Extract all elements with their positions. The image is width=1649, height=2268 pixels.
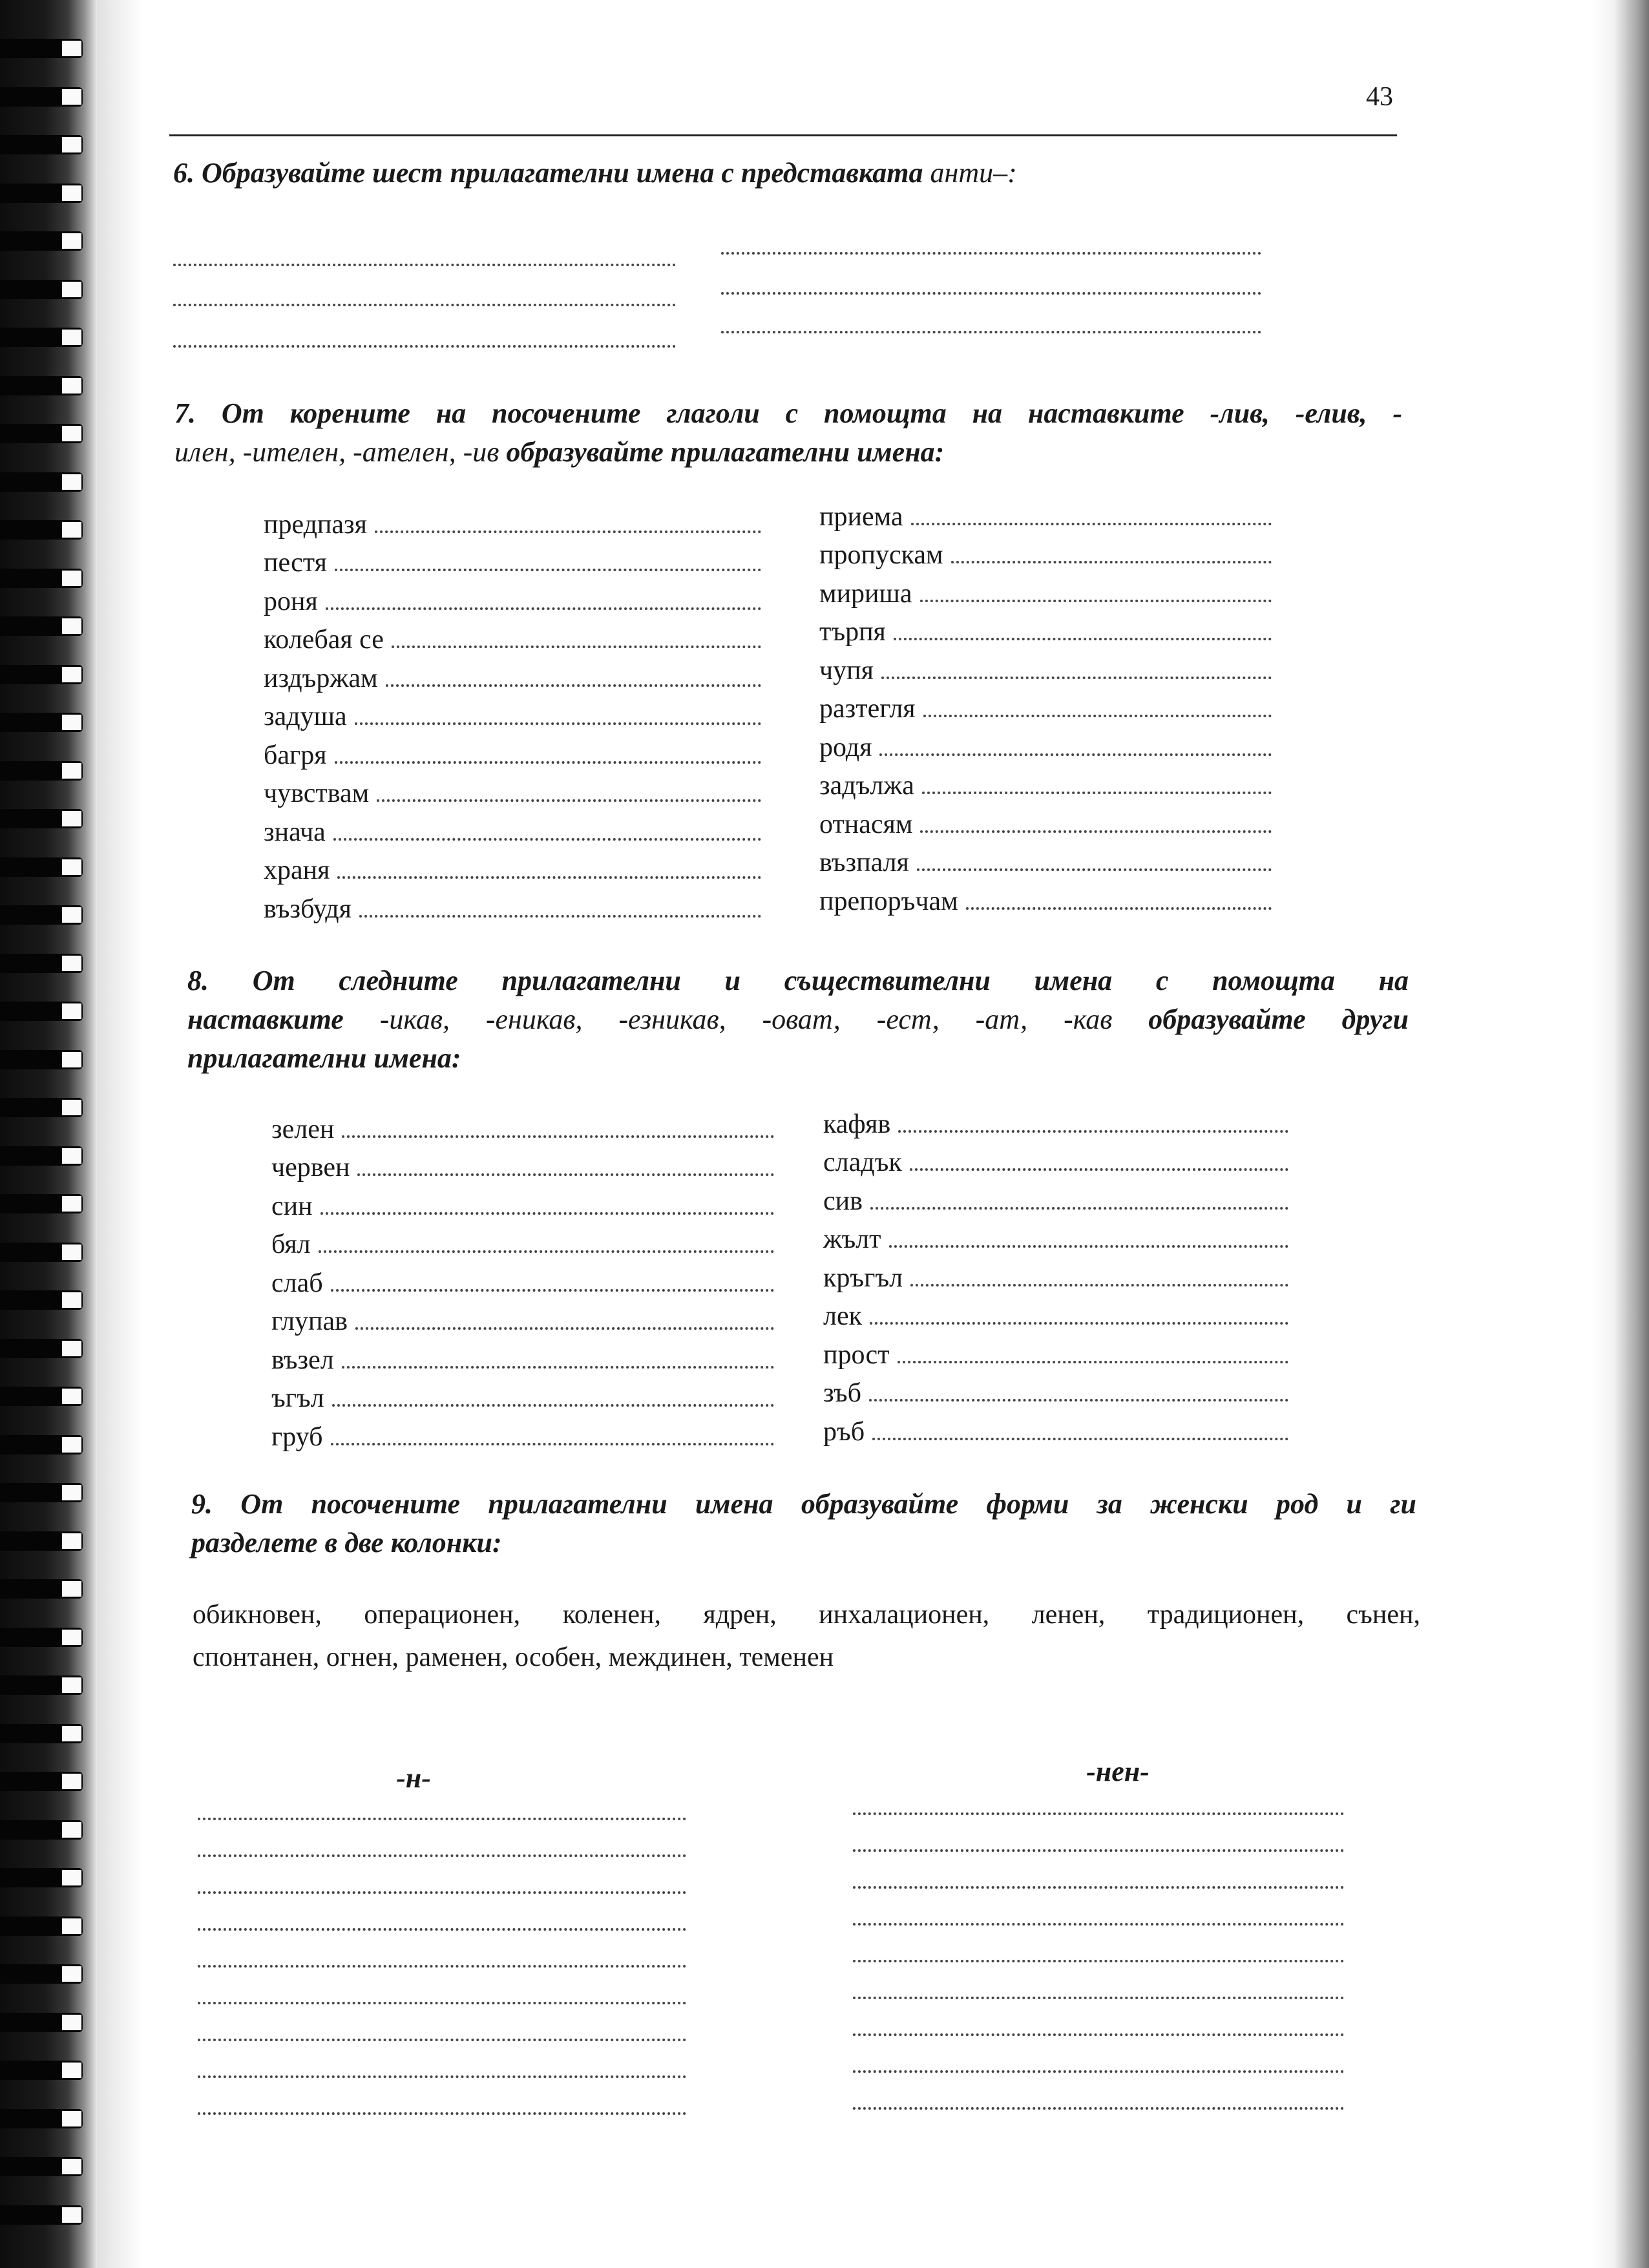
answer-line[interactable] xyxy=(319,1250,774,1253)
exercise-7-text-line2: образувайте прилагателни имена: xyxy=(506,436,945,468)
word-row xyxy=(823,1256,1288,1295)
word-label: син xyxy=(271,1191,313,1221)
word-row xyxy=(819,495,1272,534)
answer-line[interactable] xyxy=(337,876,761,879)
answer-line[interactable] xyxy=(966,907,1272,910)
word-label: приема xyxy=(819,501,903,532)
binding-ring xyxy=(0,2109,83,2128)
word-label: възбудя xyxy=(264,894,352,924)
binding-ring xyxy=(0,231,83,251)
word-row xyxy=(819,841,1272,880)
exercise-8-right-column xyxy=(823,1102,1288,1449)
word-label: пропускам xyxy=(819,540,943,570)
word-label: глупав xyxy=(271,1307,348,1336)
word-label: знача xyxy=(264,817,326,847)
word-label: предпазя xyxy=(264,509,367,540)
exercise-8-line3 xyxy=(187,1039,1409,1078)
word-label: лек xyxy=(823,1301,863,1331)
word-row xyxy=(819,649,1272,688)
word-row xyxy=(264,503,761,541)
word-label: прост xyxy=(823,1339,890,1370)
word-label: мириша xyxy=(819,578,912,609)
answer-line[interactable] xyxy=(894,638,1272,640)
binding-ring xyxy=(0,1483,83,1502)
answer-line[interactable] xyxy=(881,677,1272,679)
word-label: задуша xyxy=(264,702,347,731)
word-label: сив xyxy=(823,1186,863,1216)
word-row xyxy=(819,726,1272,764)
exercise-9-words-line1: обикновен, операционен, коленен, ядрен, инхалационен, ленен, традиционен, сънен, xyxy=(193,1600,1420,1630)
binding-ring xyxy=(0,1820,83,1840)
answer-line[interactable] xyxy=(173,304,676,306)
word-row xyxy=(271,1377,774,1416)
answer-line[interactable] xyxy=(911,523,1272,525)
answer-line[interactable] xyxy=(332,1404,774,1407)
word-row xyxy=(271,1261,774,1300)
answer-line[interactable] xyxy=(853,2036,1344,2073)
exercise-6-prefix: анти–: xyxy=(930,157,1017,189)
binding-ring xyxy=(0,135,83,154)
word-row xyxy=(823,1218,1288,1257)
answer-line[interactable] xyxy=(198,2041,686,2078)
answer-line[interactable] xyxy=(917,868,1272,871)
binding-ring xyxy=(0,2061,83,2080)
binding-ring xyxy=(0,569,83,588)
binding-ring xyxy=(0,905,83,925)
word-label: възел xyxy=(271,1345,334,1375)
binding-ring xyxy=(0,857,83,877)
word-row xyxy=(823,1410,1288,1449)
word-row xyxy=(264,887,761,926)
answer-line[interactable] xyxy=(920,600,1272,602)
exercise-6-text: Образувайте шест прилагателни имена с представката xyxy=(202,157,923,189)
word-label: възпаля xyxy=(819,848,909,877)
answer-line[interactable] xyxy=(920,830,1272,833)
binding-ring xyxy=(0,954,83,973)
binding-ring xyxy=(0,1868,83,1887)
binding-ring xyxy=(0,1675,83,1695)
binding-ring xyxy=(0,809,83,828)
exercise-6-number: 6. xyxy=(173,157,194,189)
answer-line[interactable] xyxy=(342,1366,774,1369)
word-label: груб xyxy=(271,1422,323,1452)
page-number: 43 xyxy=(1366,82,1393,112)
answer-line[interactable] xyxy=(198,1931,686,1968)
answer-line[interactable] xyxy=(198,1857,686,1894)
answer-line[interactable] xyxy=(721,292,1261,295)
exercise-9-left-lines xyxy=(198,1783,686,2115)
answer-line[interactable] xyxy=(335,761,761,764)
word-row xyxy=(819,611,1272,649)
header-rule xyxy=(169,134,1397,136)
word-label: отнасям xyxy=(819,809,913,839)
exercise-7-suffixes: илен, -ителен, -ателен, -ив xyxy=(174,436,499,468)
exercise-8-suffixes: -икав, -еникав, -езникав, -оват, -ест, -ат, -кав xyxy=(379,1003,1113,1035)
word-label: сладък xyxy=(823,1148,902,1177)
answer-line[interactable] xyxy=(331,1289,774,1292)
word-row xyxy=(264,733,761,772)
answer-line[interactable] xyxy=(198,1783,686,1820)
binding-ring xyxy=(0,713,83,732)
answer-line[interactable] xyxy=(333,838,761,841)
word-label: червен xyxy=(271,1153,350,1182)
answer-line[interactable] xyxy=(198,2004,686,2041)
word-row xyxy=(819,534,1272,572)
word-label: багря xyxy=(264,740,327,770)
word-label: издържам xyxy=(264,663,378,693)
exercise-7-line1 xyxy=(174,394,1402,433)
word-label: кръгъл xyxy=(823,1263,903,1293)
column-heading-nen: -нен- xyxy=(1086,1756,1150,1787)
binding-ring xyxy=(0,1146,83,1166)
answer-line[interactable] xyxy=(910,1284,1288,1286)
answer-line[interactable] xyxy=(853,1926,1344,1962)
answer-line[interactable] xyxy=(853,1889,1344,1926)
answer-line[interactable] xyxy=(198,1894,686,1931)
exercise-9-words xyxy=(193,1593,1420,1679)
binding-ring xyxy=(0,87,83,107)
binding-ring xyxy=(0,1243,83,1262)
answer-line[interactable] xyxy=(355,722,761,725)
exercise-9-text-line1: От посочените прилагателни имена образувайте форми за женски род и ги xyxy=(240,1488,1417,1520)
binding-ring xyxy=(0,1724,83,1743)
answer-line[interactable] xyxy=(922,792,1272,794)
binding-ring xyxy=(0,2205,83,2225)
word-row xyxy=(819,764,1272,803)
word-label: кафяв xyxy=(823,1109,891,1139)
binding-ring xyxy=(0,761,83,781)
answer-line[interactable] xyxy=(853,1852,1344,1889)
answer-line[interactable] xyxy=(889,1245,1289,1248)
answer-line[interactable] xyxy=(869,1399,1288,1402)
exercise-8-left-column xyxy=(271,1108,774,1454)
binding-ring xyxy=(0,1628,83,1647)
word-row xyxy=(823,1372,1288,1411)
answer-line[interactable] xyxy=(721,331,1261,333)
exercise-6-heading xyxy=(173,154,1207,193)
exercise-8-line2 xyxy=(187,1000,1409,1039)
answer-line[interactable] xyxy=(357,1173,774,1176)
answer-line[interactable] xyxy=(326,607,761,610)
word-row xyxy=(823,1295,1288,1334)
binding-ring xyxy=(0,520,83,540)
word-row xyxy=(264,849,761,888)
word-row xyxy=(271,1146,774,1185)
answer-line[interactable] xyxy=(342,1135,774,1138)
answer-line[interactable] xyxy=(853,1999,1344,2036)
word-row xyxy=(823,1141,1288,1180)
page-edge-shadow xyxy=(1591,0,1649,2268)
word-label: бял xyxy=(271,1230,311,1259)
exercise-8-text-line2a: наставките xyxy=(187,1003,344,1035)
exercise-9-text-line2: разделете в две колонки: xyxy=(191,1527,502,1559)
answer-line[interactable] xyxy=(359,915,761,918)
answer-line[interactable] xyxy=(870,1207,1288,1210)
exercise-8-text-line1: От следните прилагателни и съществителни имена с помощта на xyxy=(252,965,1409,996)
word-label: търпя xyxy=(819,617,886,647)
word-row xyxy=(819,879,1272,918)
answer-line[interactable] xyxy=(331,1443,775,1445)
exercise-8-number: 8. xyxy=(187,965,209,996)
word-row xyxy=(819,803,1272,841)
binding-ring xyxy=(0,1579,83,1599)
word-label: ръб xyxy=(823,1416,865,1447)
exercise-9-line2 xyxy=(191,1524,1416,1562)
word-row xyxy=(271,1300,774,1339)
answer-line[interactable] xyxy=(870,1322,1288,1325)
answer-line[interactable] xyxy=(910,1168,1288,1171)
word-label: пестя xyxy=(264,548,327,578)
exercise-9-right-lines xyxy=(853,1778,1344,2110)
answer-line[interactable] xyxy=(853,1962,1344,1999)
binding-ring xyxy=(0,472,83,492)
word-label: препоръчам xyxy=(819,886,958,916)
exercise-9-number: 9. xyxy=(191,1488,213,1520)
exercise-7-right-column xyxy=(819,495,1272,918)
binding-ring xyxy=(0,424,83,443)
answer-line[interactable] xyxy=(879,753,1272,756)
word-row xyxy=(264,656,761,695)
answer-line[interactable] xyxy=(721,252,1261,255)
binding-ring xyxy=(0,184,83,203)
word-row xyxy=(271,1415,774,1454)
word-label: храня xyxy=(264,856,330,885)
word-label: слаб xyxy=(271,1268,323,1298)
binding-ring xyxy=(0,1339,83,1358)
binding-ring xyxy=(0,1772,83,1791)
word-label: родя xyxy=(819,732,872,762)
word-row xyxy=(264,772,761,811)
word-row xyxy=(264,810,761,849)
answer-line[interactable] xyxy=(320,1212,774,1215)
exercise-7-number: 7. xyxy=(174,397,196,429)
word-label: зелен xyxy=(271,1114,335,1144)
word-row xyxy=(264,618,761,657)
binding-ring xyxy=(0,376,83,395)
answer-line[interactable] xyxy=(853,2073,1344,2110)
word-row xyxy=(271,1108,774,1146)
binding-ring xyxy=(0,665,83,684)
answer-line[interactable] xyxy=(923,715,1272,717)
binding-ring xyxy=(0,2157,83,2176)
word-row xyxy=(264,580,761,618)
answer-line[interactable] xyxy=(872,1438,1288,1440)
exercise-7-line2 xyxy=(174,433,1402,472)
page-shadow xyxy=(97,0,142,2268)
answer-line[interactable] xyxy=(198,2078,686,2115)
answer-line[interactable] xyxy=(853,1815,1344,1852)
answer-line[interactable] xyxy=(853,1778,1344,1815)
exercise-8-line1 xyxy=(187,961,1409,1000)
word-row xyxy=(271,1338,774,1377)
binding-ring xyxy=(0,1290,83,1310)
word-row xyxy=(819,572,1272,611)
exercise-8-text-line3: прилагателни имена: xyxy=(187,1042,461,1074)
answer-line[interactable] xyxy=(951,561,1272,563)
answer-line[interactable] xyxy=(377,799,761,802)
word-row xyxy=(823,1333,1288,1372)
binding-ring xyxy=(0,1050,83,1069)
word-row xyxy=(271,1223,774,1262)
binding-ring xyxy=(0,1002,83,1021)
binding-ring xyxy=(0,1194,83,1213)
answer-line[interactable] xyxy=(392,646,761,648)
word-row xyxy=(823,1102,1288,1141)
word-label: разтегля xyxy=(819,694,916,724)
exercise-9-words-line2: спонтанен, огнен, раменен, особен, междинен, теменен xyxy=(193,1643,834,1672)
word-row xyxy=(264,541,761,580)
binding-ring xyxy=(0,1964,83,1984)
answer-line[interactable] xyxy=(898,1130,1288,1133)
answer-line[interactable] xyxy=(173,345,676,348)
answer-line[interactable] xyxy=(173,264,676,266)
exercise-8-text-line2c: образувайте други xyxy=(1148,1003,1409,1035)
binding-ring xyxy=(0,280,83,299)
exercise-9-line1 xyxy=(191,1485,1416,1524)
word-row xyxy=(264,695,761,734)
binding-ring xyxy=(0,616,83,636)
binding-ring xyxy=(0,1098,83,1117)
binding-ring xyxy=(0,39,83,58)
word-label: ъгъл xyxy=(271,1383,324,1413)
binding-ring xyxy=(0,328,83,347)
word-label: роня xyxy=(264,586,318,616)
word-label: чувствам xyxy=(264,779,370,808)
binding-ring xyxy=(0,2013,83,2032)
binding-ring xyxy=(0,1916,83,1936)
word-row xyxy=(823,1179,1288,1218)
exercise-7-text-line1: От корените на посочените глаголи с помощта на наставките -лив, -елив, - xyxy=(221,397,1403,429)
word-row xyxy=(819,688,1272,726)
word-row xyxy=(271,1184,774,1223)
binding-ring xyxy=(0,1435,83,1454)
word-label: колебая се xyxy=(264,625,384,655)
answer-line[interactable] xyxy=(355,1327,774,1330)
word-label: задължа xyxy=(819,771,914,801)
word-label: жълт xyxy=(823,1224,881,1254)
binding-ring xyxy=(0,1531,83,1551)
answer-line[interactable] xyxy=(335,569,761,571)
answer-line[interactable] xyxy=(375,530,761,533)
answer-line[interactable] xyxy=(898,1361,1288,1363)
word-label: зъб xyxy=(823,1378,861,1408)
binding-ring xyxy=(0,1387,83,1406)
word-label: чупя xyxy=(819,655,874,686)
column-heading-n: -н- xyxy=(396,1762,431,1794)
exercise-7-left-column xyxy=(264,503,761,926)
answer-line[interactable] xyxy=(386,684,761,687)
answer-line[interactable] xyxy=(198,1820,686,1857)
answer-line[interactable] xyxy=(198,1968,686,2004)
